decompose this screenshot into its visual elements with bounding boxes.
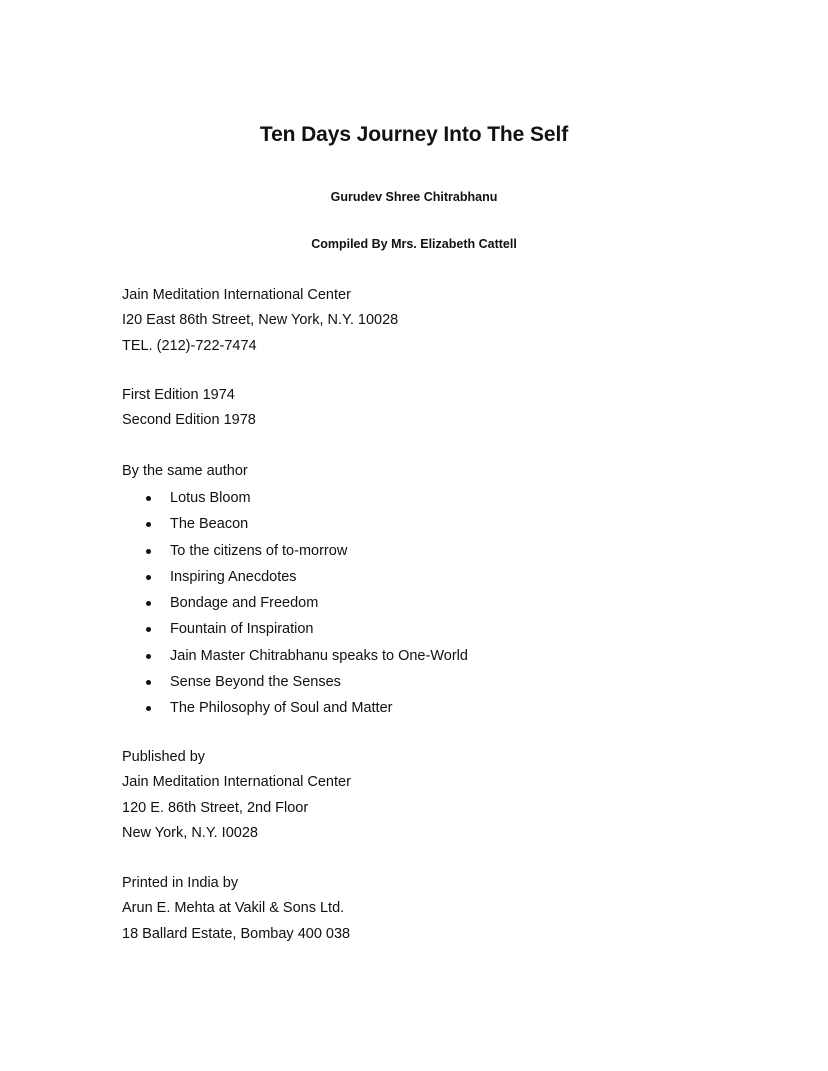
bullet-icon: [146, 654, 151, 659]
book-title: Sense Beyond the Senses: [170, 674, 341, 691]
list-item: [122, 669, 468, 695]
bullet-icon: [146, 680, 151, 685]
first-edition: First Edition 1974: [122, 387, 235, 403]
second-edition: Second Edition 1978: [122, 412, 256, 429]
center-address-block: [122, 283, 398, 359]
book-title: The Philosophy of Soul and Matter: [170, 700, 393, 717]
list-item: [122, 643, 468, 669]
list-item: [122, 590, 468, 616]
bullet-icon: [146, 575, 151, 580]
printer-address: 18 Ballard Estate, Bombay 400 038: [122, 925, 351, 942]
bullet-icon: [146, 549, 151, 554]
same-author-heading: By the same author: [122, 463, 248, 479]
author-name: Gurudev Shree Chitrabhanu: [330, 190, 498, 204]
book-title: To the citizens of to-morrow: [170, 542, 348, 559]
list-item: [122, 485, 468, 511]
compiled-by: Compiled By Mrs. Elizabeth Cattell: [311, 237, 517, 251]
bullet-icon: [146, 496, 151, 501]
center-phone: TEL. (212)-722-7474: [122, 337, 257, 354]
printer-name: Arun E. Mehta at Vakil & Sons Ltd.: [122, 900, 345, 917]
document-title: Ten Days Journey Into The Self: [259, 123, 569, 146]
list-item: [122, 538, 468, 564]
bullet-icon: [146, 601, 151, 606]
book-title: Lotus Bloom: [170, 490, 251, 506]
book-title: Jain Master Chitrabhanu speaks to One-World: [170, 647, 468, 664]
list-item: [122, 616, 468, 642]
list-item: [122, 564, 468, 590]
bullet-icon: [146, 522, 151, 527]
publisher-name: Jain Meditation International Center: [122, 774, 351, 791]
book-title: Bondage and Freedom: [170, 595, 319, 612]
bullet-icon: [146, 627, 151, 632]
bullet-icon: [146, 706, 151, 711]
printed-by-label: Printed in India by: [122, 875, 239, 891]
book-title: Inspiring Anecdotes: [170, 568, 297, 585]
same-author-block: [122, 459, 468, 722]
editions-block: [122, 383, 256, 434]
publisher-block: [122, 745, 351, 846]
publisher-street: 120 E. 86th Street, 2nd Floor: [122, 799, 309, 816]
published-by-label: Published by: [122, 749, 206, 765]
center-name: Jain Meditation International Center: [122, 287, 351, 303]
list-item: [122, 695, 468, 721]
book-list: [122, 485, 468, 722]
book-title: Fountain of Inspiration: [170, 621, 314, 638]
publisher-city: New York, N.Y. I0028: [122, 824, 258, 841]
printer-block: [122, 871, 350, 947]
center-street: I20 East 86th Street, New York, N.Y. 10028: [122, 312, 399, 329]
book-title: The Beacon: [170, 516, 249, 533]
list-item: [122, 511, 468, 537]
